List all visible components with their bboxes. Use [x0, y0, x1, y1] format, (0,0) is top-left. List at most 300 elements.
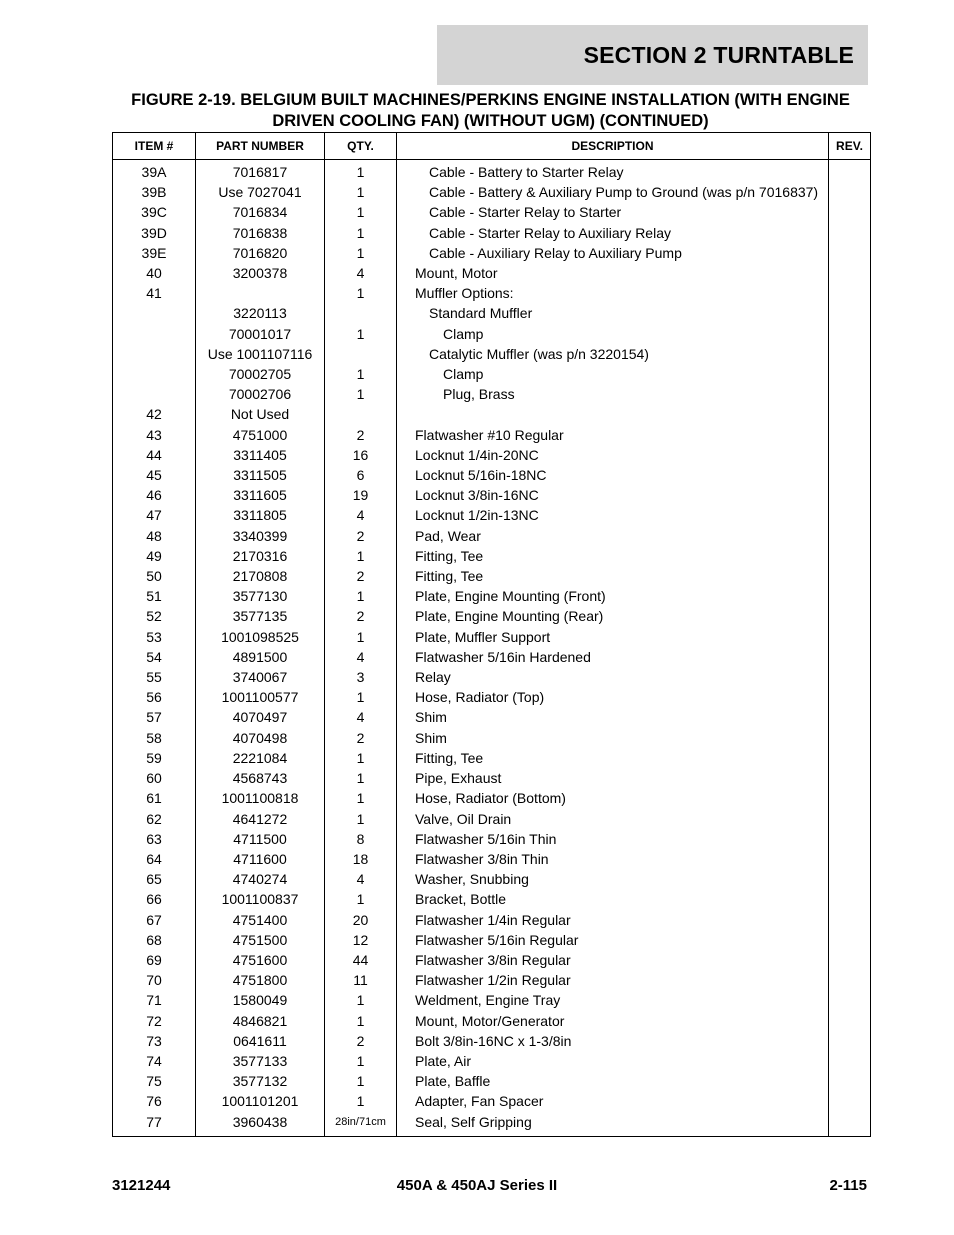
- cell-item: [113, 303, 196, 323]
- footer-doc-number: 3121244: [112, 1177, 171, 1194]
- table-row: [113, 566, 871, 586]
- table-row: [113, 1071, 871, 1091]
- table-row: [113, 606, 871, 626]
- table-row: [113, 849, 871, 869]
- cell-item: 58: [113, 728, 196, 748]
- cell-part-number: 7016820: [196, 243, 325, 263]
- cell-description: Cable - Starter Relay to Starter: [397, 202, 829, 222]
- cell-item: 47: [113, 505, 196, 525]
- cell-item: 60: [113, 768, 196, 788]
- table-row: [113, 1112, 871, 1137]
- cell-description: Mount, Motor: [397, 263, 829, 283]
- cell-item: 77: [113, 1112, 196, 1137]
- cell-qty: 18: [325, 849, 397, 869]
- table-row: [113, 505, 871, 525]
- cell-rev: [829, 950, 871, 970]
- cell-part-number: 70001017: [196, 324, 325, 344]
- cell-rev: [829, 1071, 871, 1091]
- cell-description: Pad, Wear: [397, 526, 829, 546]
- cell-rev: [829, 849, 871, 869]
- cell-item: 54: [113, 647, 196, 667]
- parts-table-header: [113, 133, 871, 160]
- cell-description: Locknut 5/16in-18NC: [397, 465, 829, 485]
- table-row: [113, 283, 871, 303]
- cell-rev: [829, 1051, 871, 1071]
- cell-part-number: 3311805: [196, 505, 325, 525]
- cell-qty: 1: [325, 586, 397, 606]
- cell-qty: 1: [325, 889, 397, 909]
- cell-part-number: 4641272: [196, 809, 325, 829]
- footer-model: 450A & 450AJ Series II: [396, 1177, 558, 1194]
- footer-page-number: 2-115: [829, 1177, 867, 1194]
- table-row: [113, 1051, 871, 1071]
- cell-rev: [829, 910, 871, 930]
- col-header-item: ITEM #: [113, 133, 196, 160]
- cell-part-number: 7016817: [196, 160, 325, 183]
- cell-item: 74: [113, 1051, 196, 1071]
- cell-description: Plug, Brass: [397, 384, 829, 404]
- table-row: [113, 768, 871, 788]
- col-header-qty: QTY.: [325, 133, 397, 160]
- cell-item: 39B: [113, 182, 196, 202]
- cell-description: Washer, Snubbing: [397, 869, 829, 889]
- cell-part-number: 2170808: [196, 566, 325, 586]
- cell-rev: [829, 324, 871, 344]
- table-row: [113, 243, 871, 263]
- cell-item: 55: [113, 667, 196, 687]
- cell-item: 76: [113, 1091, 196, 1111]
- cell-item: 43: [113, 425, 196, 445]
- cell-rev: [829, 970, 871, 990]
- cell-item: 51: [113, 586, 196, 606]
- cell-rev: [829, 303, 871, 323]
- cell-description: Flatwasher 5/16in Regular: [397, 930, 829, 950]
- cell-description: Fitting, Tee: [397, 748, 829, 768]
- table-row: [113, 869, 871, 889]
- col-header-description: DESCRIPTION: [397, 133, 829, 160]
- cell-description: Flatwasher 3/8in Thin: [397, 849, 829, 869]
- table-row: [113, 465, 871, 485]
- cell-item: 46: [113, 485, 196, 505]
- table-row: [113, 425, 871, 445]
- cell-item: 42: [113, 404, 196, 424]
- cell-part-number: 2221084: [196, 748, 325, 768]
- table-row: [113, 647, 871, 667]
- table-row: [113, 970, 871, 990]
- cell-qty: [325, 344, 397, 364]
- table-row: [113, 445, 871, 465]
- cell-qty: 28in/71cm: [325, 1112, 397, 1137]
- table-row: [113, 809, 871, 829]
- cell-qty: 1: [325, 546, 397, 566]
- cell-rev: [829, 283, 871, 303]
- cell-rev: [829, 1031, 871, 1051]
- cell-rev: [829, 223, 871, 243]
- cell-qty: 12: [325, 930, 397, 950]
- cell-description: Locknut 1/2in-13NC: [397, 505, 829, 525]
- cell-part-number: 3577132: [196, 1071, 325, 1091]
- cell-rev: [829, 505, 871, 525]
- cell-rev: [829, 344, 871, 364]
- cell-description: Mount, Motor/Generator: [397, 1011, 829, 1031]
- table-row: [113, 950, 871, 970]
- cell-description: Plate, Engine Mounting (Rear): [397, 606, 829, 626]
- cell-rev: [829, 160, 871, 183]
- cell-qty: 2: [325, 526, 397, 546]
- table-row: [113, 202, 871, 222]
- parts-table-body: [113, 160, 871, 1137]
- section-title: SECTION 2 TURNTABLE: [583, 41, 854, 68]
- cell-part-number: 7016834: [196, 202, 325, 222]
- cell-description: Seal, Self Gripping: [397, 1112, 829, 1137]
- cell-part-number: Use 7027041: [196, 182, 325, 202]
- table-row: [113, 667, 871, 687]
- header-row: [113, 133, 871, 160]
- table-row: [113, 829, 871, 849]
- table-row: [113, 303, 871, 323]
- cell-qty: 2: [325, 606, 397, 626]
- cell-description: Flatwasher #10 Regular: [397, 425, 829, 445]
- cell-item: 40: [113, 263, 196, 283]
- cell-description: Hose, Radiator (Bottom): [397, 788, 829, 808]
- cell-qty: 11: [325, 970, 397, 990]
- cell-part-number: 3577133: [196, 1051, 325, 1071]
- table-row: [113, 788, 871, 808]
- cell-description: Bolt 3/8in-16NC x 1-3/8in: [397, 1031, 829, 1051]
- table-row: [113, 182, 871, 202]
- cell-item: 49: [113, 546, 196, 566]
- cell-qty: 20: [325, 910, 397, 930]
- table-row: [113, 728, 871, 748]
- table-row: [113, 223, 871, 243]
- cell-rev: [829, 404, 871, 424]
- table-row: [113, 344, 871, 364]
- cell-description: Flatwasher 5/16in Hardened: [397, 647, 829, 667]
- cell-part-number: 4846821: [196, 1011, 325, 1031]
- cell-rev: [829, 990, 871, 1010]
- cell-part-number: 3960438: [196, 1112, 325, 1137]
- cell-part-number: 2170316: [196, 546, 325, 566]
- cell-item: 68: [113, 930, 196, 950]
- cell-part-number: 1001100818: [196, 788, 325, 808]
- cell-rev: [829, 667, 871, 687]
- table-row: [113, 526, 871, 546]
- cell-description: Plate, Engine Mounting (Front): [397, 586, 829, 606]
- parts-table: [112, 132, 871, 1137]
- cell-rev: [829, 829, 871, 849]
- cell-description: Locknut 1/4in-20NC: [397, 445, 829, 465]
- cell-item: 73: [113, 1031, 196, 1051]
- table-row: [113, 364, 871, 384]
- table-row: [113, 404, 871, 424]
- table-row: [113, 748, 871, 768]
- cell-description: Fitting, Tee: [397, 566, 829, 586]
- cell-qty: [325, 303, 397, 323]
- cell-rev: [829, 1011, 871, 1031]
- cell-qty: 1: [325, 748, 397, 768]
- cell-description: Relay: [397, 667, 829, 687]
- cell-rev: [829, 566, 871, 586]
- cell-item: 64: [113, 849, 196, 869]
- cell-item: 70: [113, 970, 196, 990]
- cell-rev: [829, 586, 871, 606]
- cell-description: Muffler Options:: [397, 283, 829, 303]
- table-row: [113, 485, 871, 505]
- cell-item: 39C: [113, 202, 196, 222]
- table-row: [113, 546, 871, 566]
- table-row: [113, 1011, 871, 1031]
- cell-description: Pipe, Exhaust: [397, 768, 829, 788]
- cell-rev: [829, 546, 871, 566]
- cell-qty: 1: [325, 202, 397, 222]
- cell-item: 39D: [113, 223, 196, 243]
- cell-qty: 1: [325, 364, 397, 384]
- cell-part-number: 4751800: [196, 970, 325, 990]
- cell-part-number: [196, 283, 325, 303]
- cell-rev: [829, 465, 871, 485]
- figure-title-line-2: DRIVEN COOLING FAN) (WITHOUT UGM) (CONTINUED): [272, 112, 709, 130]
- cell-item: 50: [113, 566, 196, 586]
- cell-description: Standard Muffler: [397, 303, 829, 323]
- cell-rev: [829, 768, 871, 788]
- cell-description: Cable - Starter Relay to Auxiliary Relay: [397, 223, 829, 243]
- cell-description: Flatwasher 1/4in Regular: [397, 910, 829, 930]
- cell-item: 75: [113, 1071, 196, 1091]
- cell-qty: 1: [325, 809, 397, 829]
- cell-description: Shim: [397, 728, 829, 748]
- cell-rev: [829, 202, 871, 222]
- cell-item: 67: [113, 910, 196, 930]
- cell-description: Cable - Battery to Starter Relay: [397, 160, 829, 183]
- table-row: [113, 160, 871, 183]
- cell-description: Hose, Radiator (Top): [397, 687, 829, 707]
- figure-title-line-1: FIGURE 2-19. BELGIUM BUILT MACHINES/PERKINS ENGINE INSTALLATION (WITH ENGINE: [131, 91, 850, 109]
- cell-part-number: 4740274: [196, 869, 325, 889]
- cell-description: Plate, Baffle: [397, 1071, 829, 1091]
- cell-item: 59: [113, 748, 196, 768]
- cell-rev: [829, 809, 871, 829]
- cell-description: Adapter, Fan Spacer: [397, 1091, 829, 1111]
- cell-description: Locknut 3/8in-16NC: [397, 485, 829, 505]
- table-row: [113, 1031, 871, 1051]
- figure-title: [112, 90, 869, 132]
- cell-rev: [829, 930, 871, 950]
- cell-item: 69: [113, 950, 196, 970]
- cell-description: Cable - Battery & Auxiliary Pump to Ground (was p/n 7016837): [397, 182, 829, 202]
- cell-description: Fitting, Tee: [397, 546, 829, 566]
- cell-item: [113, 324, 196, 344]
- cell-item: 52: [113, 606, 196, 626]
- cell-part-number: 3311605: [196, 485, 325, 505]
- cell-item: 45: [113, 465, 196, 485]
- cell-qty: 4: [325, 505, 397, 525]
- cell-qty: 2: [325, 566, 397, 586]
- cell-rev: [829, 707, 871, 727]
- cell-rev: [829, 364, 871, 384]
- cell-qty: 1: [325, 324, 397, 344]
- cell-item: [113, 384, 196, 404]
- cell-rev: [829, 687, 871, 707]
- cell-part-number: 70002705: [196, 364, 325, 384]
- cell-part-number: 3200378: [196, 263, 325, 283]
- cell-qty: 1: [325, 687, 397, 707]
- cell-qty: 2: [325, 425, 397, 445]
- cell-item: 48: [113, 526, 196, 546]
- cell-item: [113, 344, 196, 364]
- cell-rev: [829, 182, 871, 202]
- cell-part-number: 3577130: [196, 586, 325, 606]
- cell-description: [397, 404, 829, 424]
- cell-qty: 1: [325, 1051, 397, 1071]
- table-row: [113, 586, 871, 606]
- cell-part-number: 1001101201: [196, 1091, 325, 1111]
- cell-part-number: 4891500: [196, 647, 325, 667]
- cell-description: Bracket, Bottle: [397, 889, 829, 909]
- cell-item: 39E: [113, 243, 196, 263]
- cell-qty: [325, 404, 397, 424]
- cell-rev: [829, 384, 871, 404]
- cell-qty: 4: [325, 647, 397, 667]
- cell-part-number: 0641611: [196, 1031, 325, 1051]
- cell-part-number: 4751000: [196, 425, 325, 445]
- cell-description: Catalytic Muffler (was p/n 3220154): [397, 344, 829, 364]
- cell-rev: [829, 788, 871, 808]
- cell-part-number: 4070497: [196, 707, 325, 727]
- cell-qty: 1: [325, 160, 397, 183]
- cell-rev: [829, 748, 871, 768]
- cell-qty: 2: [325, 1031, 397, 1051]
- cell-rev: [829, 728, 871, 748]
- cell-description: Valve, Oil Drain: [397, 809, 829, 829]
- cell-part-number: 4711600: [196, 849, 325, 869]
- table-row: [113, 889, 871, 909]
- cell-description: Flatwasher 1/2in Regular: [397, 970, 829, 990]
- table-row: [113, 324, 871, 344]
- cell-part-number: 1001098525: [196, 627, 325, 647]
- cell-rev: [829, 243, 871, 263]
- cell-part-number: 1001100837: [196, 889, 325, 909]
- table-row: [113, 910, 871, 930]
- cell-qty: 19: [325, 485, 397, 505]
- cell-qty: 1: [325, 182, 397, 202]
- col-header-part-number: PART NUMBER: [196, 133, 325, 160]
- table-row: [113, 687, 871, 707]
- cell-qty: 1: [325, 1011, 397, 1031]
- cell-qty: 4: [325, 707, 397, 727]
- cell-qty: 1: [325, 223, 397, 243]
- cell-description: Flatwasher 3/8in Regular: [397, 950, 829, 970]
- cell-rev: [829, 1091, 871, 1111]
- cell-item: 63: [113, 829, 196, 849]
- cell-description: Plate, Air: [397, 1051, 829, 1071]
- cell-part-number: 3311405: [196, 445, 325, 465]
- cell-part-number: 3311505: [196, 465, 325, 485]
- cell-rev: [829, 889, 871, 909]
- cell-qty: 8: [325, 829, 397, 849]
- cell-part-number: 3340399: [196, 526, 325, 546]
- cell-item: 72: [113, 1011, 196, 1031]
- cell-item: 62: [113, 809, 196, 829]
- cell-rev: [829, 606, 871, 626]
- cell-part-number: 4751400: [196, 910, 325, 930]
- cell-item: 61: [113, 788, 196, 808]
- cell-part-number: 1001100577: [196, 687, 325, 707]
- table-row: [113, 930, 871, 950]
- cell-qty: 1: [325, 788, 397, 808]
- cell-item: 41: [113, 283, 196, 303]
- cell-item: 65: [113, 869, 196, 889]
- cell-qty: 4: [325, 869, 397, 889]
- table-row: [113, 1091, 871, 1111]
- cell-rev: [829, 869, 871, 889]
- cell-qty: 2: [325, 728, 397, 748]
- cell-part-number: 7016838: [196, 223, 325, 243]
- cell-rev: [829, 526, 871, 546]
- cell-part-number: 1580049: [196, 990, 325, 1010]
- cell-part-number: 3220113: [196, 303, 325, 323]
- col-header-rev: REV.: [829, 133, 871, 160]
- cell-qty: 1: [325, 384, 397, 404]
- cell-description: Plate, Muffler Support: [397, 627, 829, 647]
- cell-part-number: Not Used: [196, 404, 325, 424]
- cell-rev: [829, 1112, 871, 1137]
- cell-description: Cable - Auxiliary Relay to Auxiliary Pump: [397, 243, 829, 263]
- table-row: [113, 990, 871, 1010]
- cell-item: [113, 364, 196, 384]
- cell-item: 71: [113, 990, 196, 1010]
- cell-rev: [829, 445, 871, 465]
- cell-part-number: 4751600: [196, 950, 325, 970]
- cell-part-number: 4711500: [196, 829, 325, 849]
- cell-qty: 1: [325, 768, 397, 788]
- cell-qty: 3: [325, 667, 397, 687]
- cell-qty: 1: [325, 1071, 397, 1091]
- cell-item: 44: [113, 445, 196, 465]
- cell-rev: [829, 263, 871, 283]
- table-row: [113, 627, 871, 647]
- cell-qty: 16: [325, 445, 397, 465]
- cell-description: Shim: [397, 707, 829, 727]
- cell-qty: 1: [325, 990, 397, 1010]
- cell-qty: 6: [325, 465, 397, 485]
- cell-part-number: 4568743: [196, 768, 325, 788]
- cell-qty: 4: [325, 263, 397, 283]
- cell-part-number: Use 1001107116: [196, 344, 325, 364]
- cell-item: 57: [113, 707, 196, 727]
- cell-rev: [829, 485, 871, 505]
- table-row: [113, 263, 871, 283]
- cell-part-number: 4070498: [196, 728, 325, 748]
- cell-description: Weldment, Engine Tray: [397, 990, 829, 1010]
- table-row: [113, 707, 871, 727]
- cell-part-number: 3740067: [196, 667, 325, 687]
- cell-description: Flatwasher 5/16in Thin: [397, 829, 829, 849]
- cell-item: 66: [113, 889, 196, 909]
- cell-item: 56: [113, 687, 196, 707]
- cell-item: 39A: [113, 160, 196, 183]
- cell-rev: [829, 627, 871, 647]
- cell-qty: 1: [325, 243, 397, 263]
- table-row: [113, 384, 871, 404]
- section-header: [437, 25, 868, 85]
- cell-qty: 1: [325, 283, 397, 303]
- cell-part-number: 4751500: [196, 930, 325, 950]
- cell-item: 53: [113, 627, 196, 647]
- cell-rev: [829, 647, 871, 667]
- cell-qty: 44: [325, 950, 397, 970]
- cell-qty: 1: [325, 627, 397, 647]
- cell-qty: 1: [325, 1091, 397, 1111]
